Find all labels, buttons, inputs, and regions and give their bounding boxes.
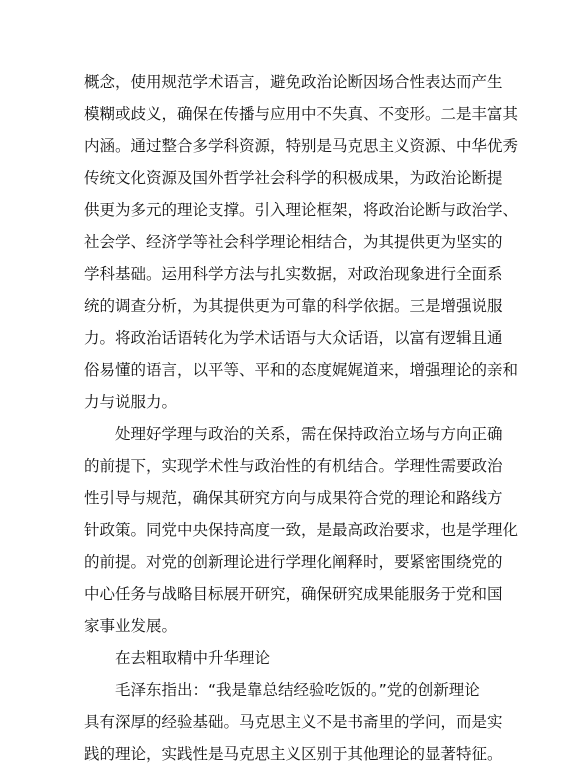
text-line: 毛泽东指出：“我是靠总结经验吃饭的。”党的创新理论: [115, 681, 480, 699]
text-line: 力与说服力。: [84, 393, 178, 411]
section-heading-text: 在去粗取精中升华理论: [115, 649, 271, 667]
text-line: 处理好学理与政治的关系，需在保持政治立场与方向正确: [115, 425, 503, 443]
text-line: 践的理论，实践性是马克思主义区别于其他理论的显著特征。: [84, 745, 503, 763]
text-line: 内涵。通过整合多学科资源，特别是马克思主义资源、中华优秀: [84, 137, 519, 155]
text-line: 俗易懂的语言，以平等、平和的态度娓娓道来，增强理论的亲和: [84, 361, 519, 379]
text-line: 社会学、经济学等社会科学理论相结合，为其提供更为坚实的: [84, 233, 503, 251]
text-line: 模糊或歧义，确保在传播与应用中不失真、不变形。二是丰富其: [84, 105, 519, 123]
text-line: 的前提。对党的创新理论进行学理化阐释时，要紧密围绕党的: [84, 553, 503, 571]
text-line: 具有深厚的经验基础。马克思主义不是书斋里的学问，而是实: [84, 713, 503, 731]
document-body: [84, 66, 519, 770]
text-line: 统的调查分析，为其提供更为可靠的科学依据。三是增强说服: [84, 297, 503, 315]
text-line: 概念，使用规范学术语言，避免政治论断因场合性表达而产生: [84, 73, 503, 91]
paragraph-2: [84, 418, 519, 642]
text-line: 家事业发展。: [84, 617, 178, 635]
text-line: 学科基础。运用科学方法与扎实数据，对政治现象进行全面系: [84, 265, 503, 283]
text-line: 传统文化资源及国外哲学社会科学的积极成果，为政治论断提: [84, 169, 503, 187]
text-line: 力。将政治话语转化为学术话语与大众话语，以富有逻辑且通: [84, 329, 503, 347]
paragraph-1: [84, 66, 519, 418]
text-line: 中心任务与战略目标展开研究，确保研究成果能服务于党和国: [84, 585, 503, 603]
text-line: 的前提下，实现学术性与政治性的有机结合。学理性需要政治: [84, 457, 503, 475]
text-line: 供更为多元的理论支撑。引入理论框架，将政治论断与政治学、: [84, 201, 519, 219]
section-heading: [84, 642, 504, 674]
text-line: 针政策。同党中央保持高度一致，是最高政治要求，也是学理化: [84, 521, 519, 539]
paragraph-3: [84, 674, 504, 770]
text-line: 性引导与规范，确保其研究方向与成果符合党的理论和路线方: [84, 489, 503, 507]
